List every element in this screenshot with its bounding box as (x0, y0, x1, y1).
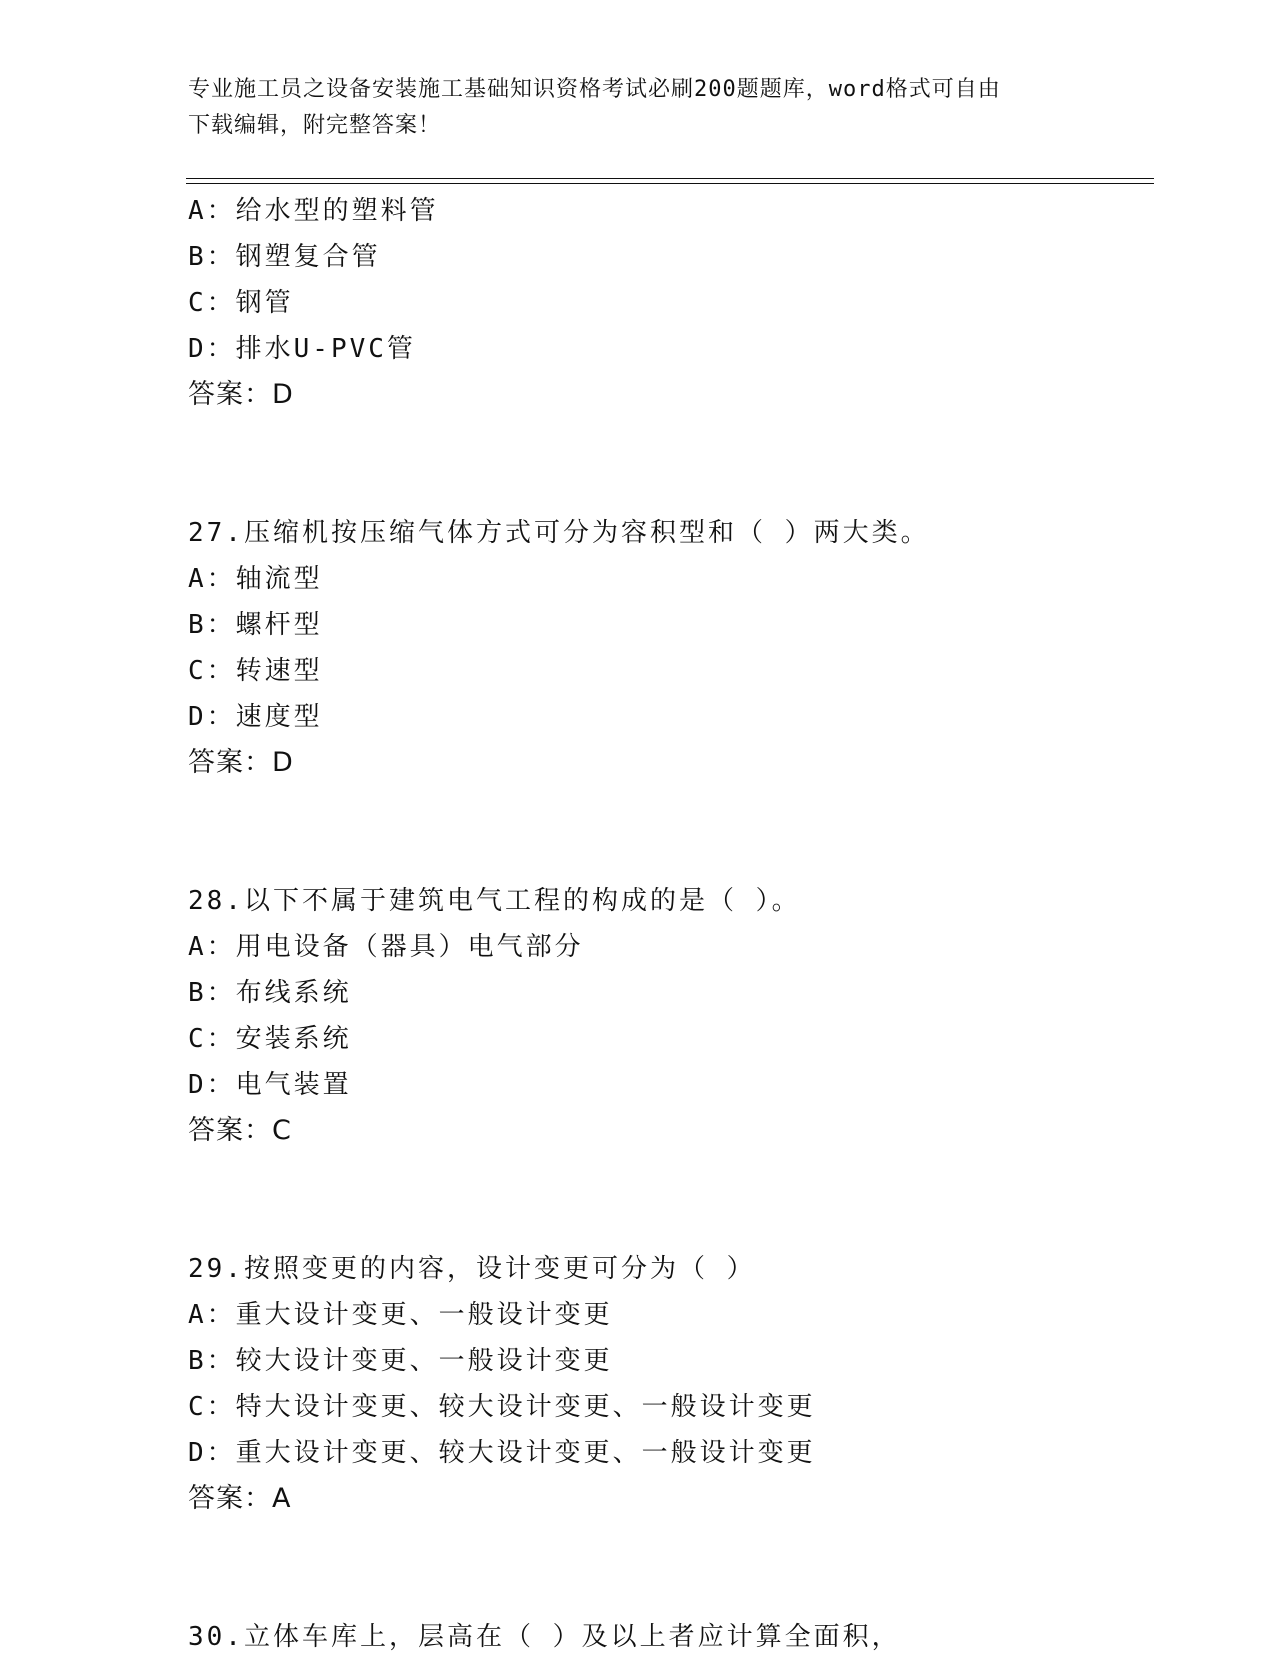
header-line-1: 专业施工员之设备安装施工基础知识资格考试必刷200题题库，word格式可自由 (188, 77, 1001, 102)
option-b: B：钢塑复合管 (188, 242, 381, 272)
option-b: B：布线系统 (188, 978, 352, 1008)
option-b: B：较大设计变更、一般设计变更 (188, 1346, 613, 1376)
answer-line: 答案：A (188, 1483, 292, 1514)
option-a: A：重大设计变更、一般设计变更 (188, 1300, 613, 1330)
question-stem: 27.压缩机按压缩气体方式可分为容积型和（ ）两大类。 (188, 518, 930, 548)
answer-line: 答案：C (188, 1115, 292, 1146)
answer-line: 答案：D (188, 379, 294, 410)
option-c: C：安装系统 (188, 1024, 352, 1054)
question-list (188, 188, 1148, 1660)
question-stem: 29.按照变更的内容，设计变更可分为（ ） (188, 1254, 756, 1284)
question-spacer (188, 418, 1148, 510)
option-c: C：钢管 (188, 288, 294, 318)
option-d: D：重大设计变更、较大设计变更、一般设计变更 (188, 1438, 816, 1468)
question-26 (188, 188, 1148, 418)
document-header (188, 72, 1088, 144)
question-spacer (188, 1154, 1148, 1246)
option-a: A：用电设备（器具）电气部分 (188, 932, 584, 962)
option-a: A：给水型的塑料管 (188, 196, 439, 226)
option-d: D：排水U-PVC管 (188, 334, 416, 364)
question-spacer (188, 786, 1148, 878)
question-spacer (188, 1522, 1148, 1614)
question-stem: 30.立体车库上，层高在（ ）及以上者应计算全面积， (188, 1622, 901, 1652)
question-27 (188, 510, 1148, 786)
header-divider-bottom (186, 183, 1154, 184)
question-28 (188, 878, 1148, 1154)
header-line-2: 下载编辑，附完整答案！ (188, 113, 442, 138)
question-30 (188, 1614, 1148, 1660)
option-d: D：速度型 (188, 702, 323, 732)
option-c: C：转速型 (188, 656, 323, 686)
header-divider-top (186, 178, 1154, 179)
question-stem: 28.以下不属于建筑电气工程的构成的是（ ）。 (188, 886, 801, 916)
option-a: A：轴流型 (188, 564, 323, 594)
answer-line: 答案：D (188, 747, 294, 778)
option-c: C：特大设计变更、较大设计变更、一般设计变更 (188, 1392, 816, 1422)
option-d: D：电气装置 (188, 1070, 352, 1100)
question-29 (188, 1246, 1148, 1522)
option-b: B：螺杆型 (188, 610, 323, 640)
